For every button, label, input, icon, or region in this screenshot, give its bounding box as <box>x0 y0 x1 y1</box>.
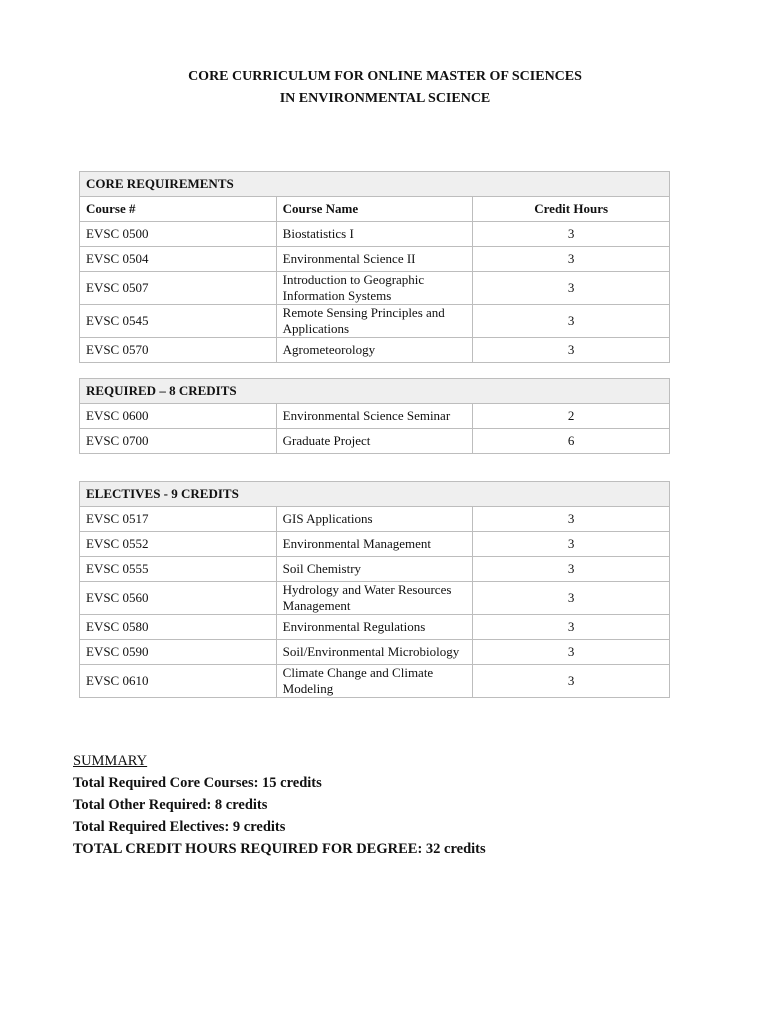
credit-hours: 3 <box>473 272 670 305</box>
course-number: EVSC 0590 <box>80 640 277 665</box>
document-title <box>0 66 770 110</box>
credit-hours: 3 <box>473 615 670 640</box>
column-header-course-number: Course # <box>80 197 277 222</box>
table-row <box>80 557 670 582</box>
table-row <box>80 615 670 640</box>
table-row <box>80 665 670 698</box>
summary-section <box>73 750 486 860</box>
credit-hours: 3 <box>473 247 670 272</box>
course-name: Environmental Management <box>276 532 473 557</box>
course-number: EVSC 0580 <box>80 615 277 640</box>
course-name: Biostatistics I <box>276 222 473 247</box>
section-heading-row <box>80 172 670 197</box>
course-number: EVSC 0552 <box>80 532 277 557</box>
table-row <box>80 640 670 665</box>
course-name: Hydrology and Water Resources Management <box>276 582 473 615</box>
credit-hours: 3 <box>473 582 670 615</box>
section-heading-row <box>80 379 670 404</box>
summary-core-total: Total Required Core Courses: 15 credits <box>73 775 322 791</box>
column-header-credit-hours: Credit Hours <box>473 197 670 222</box>
table-row <box>80 272 670 305</box>
required-credits-table <box>79 378 670 454</box>
title-line-2: IN ENVIRONMENTAL SCIENCE <box>279 91 491 106</box>
table-row <box>80 532 670 557</box>
course-number: EVSC 0560 <box>80 582 277 615</box>
course-number: EVSC 0517 <box>80 507 277 532</box>
credit-hours: 3 <box>473 507 670 532</box>
credit-hours: 3 <box>473 222 670 247</box>
course-number: EVSC 0610 <box>80 665 277 698</box>
course-name: GIS Applications <box>276 507 473 532</box>
electives-heading: ELECTIVES - 9 CREDITS <box>80 482 670 507</box>
column-header-row <box>80 197 670 222</box>
course-name: Environmental Science Seminar <box>276 404 473 429</box>
title-line-1: CORE CURRICULUM FOR ONLINE MASTER OF SCIENCES <box>188 69 582 84</box>
core-requirements-heading: CORE REQUIREMENTS <box>80 172 670 197</box>
table-row <box>80 404 670 429</box>
course-name: Agrometeorology <box>276 338 473 363</box>
summary-heading: SUMMARY <box>73 753 148 769</box>
course-number: EVSC 0507 <box>80 272 277 305</box>
credit-hours: 3 <box>473 665 670 698</box>
credit-hours: 3 <box>473 305 670 338</box>
course-name: Climate Change and Climate Modeling <box>276 665 473 698</box>
section-heading-row <box>80 482 670 507</box>
table-row <box>80 338 670 363</box>
table-row <box>80 507 670 532</box>
table-row <box>80 582 670 615</box>
course-number: EVSC 0545 <box>80 305 277 338</box>
course-name: Environmental Regulations <box>276 615 473 640</box>
required-credits-heading: REQUIRED – 8 CREDITS <box>80 379 670 404</box>
column-header-course-name: Course Name <box>276 197 473 222</box>
course-number: EVSC 0500 <box>80 222 277 247</box>
course-number: EVSC 0570 <box>80 338 277 363</box>
summary-degree-total: TOTAL CREDIT HOURS REQUIRED FOR DEGREE: 32 credits <box>73 841 486 857</box>
course-name: Introduction to Geographic Information Systems <box>276 272 473 305</box>
table-row <box>80 305 670 338</box>
course-name: Remote Sensing Principles and Applications <box>276 305 473 338</box>
summary-electives-total: Total Required Electives: 9 credits <box>73 819 286 835</box>
course-name: Graduate Project <box>276 429 473 454</box>
course-number: EVSC 0700 <box>80 429 277 454</box>
course-number: EVSC 0504 <box>80 247 277 272</box>
credit-hours: 6 <box>473 429 670 454</box>
summary-other-required-total: Total Other Required: 8 credits <box>73 797 268 813</box>
table-row <box>80 222 670 247</box>
credit-hours: 3 <box>473 338 670 363</box>
credit-hours: 3 <box>473 557 670 582</box>
core-requirements-table <box>79 171 670 363</box>
course-number: EVSC 0555 <box>80 557 277 582</box>
course-name: Soil/Environmental Microbiology <box>276 640 473 665</box>
course-name: Soil Chemistry <box>276 557 473 582</box>
electives-table <box>79 481 670 698</box>
course-name: Environmental Science II <box>276 247 473 272</box>
table-row <box>80 429 670 454</box>
credit-hours: 3 <box>473 532 670 557</box>
table-row <box>80 247 670 272</box>
course-number: EVSC 0600 <box>80 404 277 429</box>
credit-hours: 3 <box>473 640 670 665</box>
credit-hours: 2 <box>473 404 670 429</box>
